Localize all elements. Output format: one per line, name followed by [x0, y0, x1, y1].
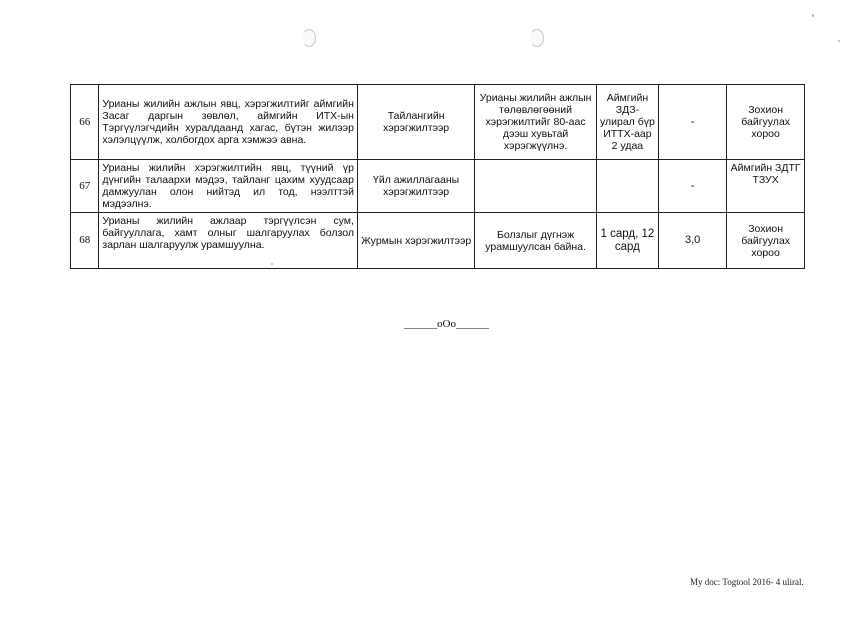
responsible-party: Аймгийн ЗДТГ ТЗУХ	[727, 160, 805, 213]
result-indicator	[475, 160, 597, 213]
activity-description: Урианы жилийн хэрэгжилтийн явц, түүний үр дүнгийн талаархи мэдээ, тайланг цахим хуудсаар дамжуулан олон нийтэд ил тод, нээлттэй мэдээлнэ.	[99, 160, 358, 213]
result-indicator: Болзлыг дүгнэж урамшуулсан байна.	[475, 213, 597, 269]
punch-hole-right	[530, 29, 544, 47]
scan-speck	[812, 14, 814, 17]
timing	[596, 160, 658, 213]
evaluation-type: Журмын хэрэгжилтээр	[357, 213, 474, 269]
footer-document-name: My doc: Togtool 2016- 4 uliral.	[690, 577, 804, 587]
timing: Аймгийн ЗДЗ-улирал бүр ИТТХ-аар 2 удаа	[596, 85, 658, 160]
plan-table	[70, 84, 805, 269]
result-indicator: Урианы жилийн ажлын төлөвлөгөөний хэрэгжилтийг 80-аас дээш хувьтай хэрэгжүүлнэ.	[475, 85, 597, 160]
responsible-party: Зохион байгуулах хороо	[727, 85, 805, 160]
evaluation-type: Үйл ажиллагааны хэрэгжилтээр	[357, 160, 474, 213]
row-number: 66	[71, 85, 99, 160]
table-row	[71, 213, 805, 269]
budget: -	[659, 160, 727, 213]
activity-description: Урианы жилийн ажлын явц, хэрэгжилтийг аймгийн Засаг даргын зөвлөл, аймгийн ИТХ-ын Тэргүүлэгчдийн хуралдаанд хагас, бүтэн жилээр хэлэлцүүлж, холбогдох арга хэмжээ авна.	[99, 85, 358, 160]
table-row	[71, 160, 805, 213]
scan-speck	[838, 40, 840, 42]
table-row	[71, 85, 805, 160]
row-number: 67	[71, 160, 99, 213]
timing: 1 сард, 12 сард	[596, 213, 658, 269]
budget: 3,0	[659, 213, 727, 269]
punch-hole-left	[302, 29, 316, 47]
responsible-party: Зохион байгуулах хороо	[727, 213, 805, 269]
activity-description: Урианы жилийн ажлаар тэргүүлсэн сум, байгууллага, хамт олныг шалгаруулах болзол зарлан шалгаруулж урамшуулна.	[99, 213, 358, 269]
budget: -	[659, 85, 727, 160]
evaluation-type: Тайлангийн хэрэгжилтээр	[357, 85, 474, 160]
end-of-document-mark: ______oOo______	[404, 318, 489, 330]
row-number: 68	[71, 213, 99, 269]
